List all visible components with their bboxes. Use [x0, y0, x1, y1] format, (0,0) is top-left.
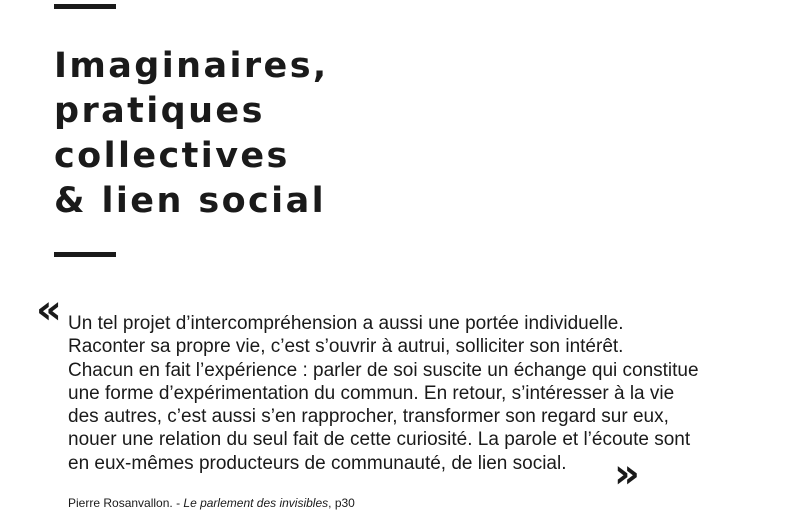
author-first-name: Pierre	[68, 496, 101, 510]
quote-line: Raconter sa propre vie, c’est s’ouvrir à autrui, solliciter son intérêt.	[68, 336, 624, 358]
quote-line: une forme d’expérimentation du commun. En retour, s’intéresser à la vie	[68, 382, 675, 404]
quote-line: nouer une relation du seul fait de cette curiosité. La parole et l’écoute sont	[68, 429, 691, 451]
quote-line: en eux-mêmes producteurs de communauté, de lien social.	[68, 452, 567, 474]
title-line-1: Imaginaires,	[54, 46, 329, 86]
author-last-name: Rosanvallon.	[103, 496, 173, 510]
quote-line: des autres, c’est aussi s’en rapprocher, transformer son regard sur eux,	[68, 406, 669, 428]
top-divider	[54, 4, 116, 9]
page-reference: , p30	[328, 496, 355, 510]
title-line-4: & lien social	[54, 181, 326, 221]
title-line-3: collectives	[54, 136, 290, 176]
closing-quote-mark: »	[614, 451, 640, 497]
opening-quote-mark: «	[36, 287, 62, 333]
bottom-divider	[54, 252, 116, 257]
quote-text	[68, 312, 699, 475]
citation	[68, 496, 355, 510]
quote-line: Un tel projet d’intercompréhension a aussi une portée individuelle.	[68, 313, 624, 334]
title-line-2: pratiques	[54, 91, 265, 131]
book-title: Le parlement des invisibles	[183, 496, 329, 510]
quote-line: Chacun en fait l’expérience : parler de soi suscite un échange qui constitue	[68, 359, 699, 381]
citation-separator: -	[172, 496, 184, 510]
page-title	[54, 44, 329, 224]
